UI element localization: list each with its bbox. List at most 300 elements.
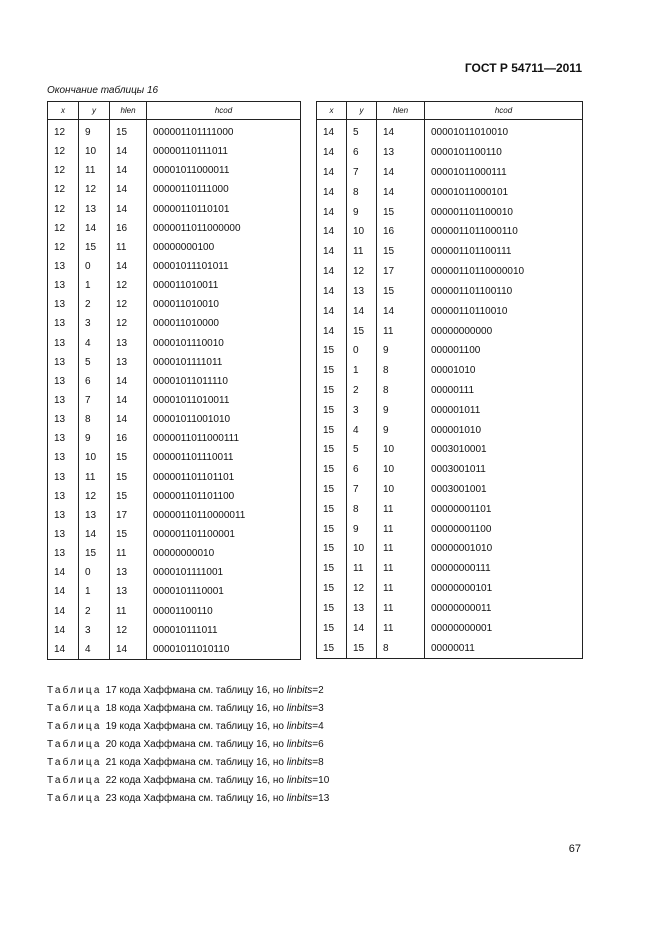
cell-hlen: 16 (110, 219, 147, 238)
cell-y: 12 (347, 579, 377, 599)
cell-hcod: 00000000101 (425, 579, 583, 599)
cell-hlen: 14 (377, 120, 425, 143)
huffman-table-left (47, 101, 301, 660)
cell-hcod: 000001011 (425, 400, 583, 420)
note-text: 19 кода Хаффмана см. таблицу 16, но (105, 721, 287, 732)
cell-x: 14 (317, 143, 347, 163)
cell-y: 13 (79, 506, 110, 525)
column-header-hlen: hlen (110, 102, 147, 120)
cell-hlen: 16 (377, 222, 425, 242)
cell-y: 11 (347, 242, 377, 262)
cell-y: 9 (79, 120, 110, 143)
cell-x: 13 (48, 391, 79, 410)
cell-hlen: 14 (110, 161, 147, 180)
cell-hcod: 000011010010 (147, 295, 301, 314)
cell-x: 15 (317, 361, 347, 381)
cell-x: 14 (48, 621, 79, 640)
cell-hlen: 13 (377, 143, 425, 163)
note-text: 17 кода Хаффмана см. таблицу 16, но (105, 685, 287, 696)
cell-x: 15 (317, 460, 347, 480)
note-label: Таблица (47, 739, 102, 750)
cell-hcod: 000001101110011 (147, 448, 301, 467)
cell-y: 3 (347, 400, 377, 420)
note-line (47, 736, 329, 754)
cell-x: 14 (48, 582, 79, 601)
cell-y: 15 (79, 544, 110, 563)
cell-y: 5 (347, 120, 377, 143)
cell-x: 14 (48, 602, 79, 621)
cell-y: 15 (79, 238, 110, 257)
cell-x: 13 (48, 544, 79, 563)
column-header-hlen: hlen (377, 102, 425, 120)
cell-x: 14 (317, 202, 347, 222)
cell-hlen: 17 (377, 262, 425, 282)
cell-hlen: 10 (377, 480, 425, 500)
cell-hcod: 00000111 (425, 381, 583, 401)
table-row (317, 420, 583, 440)
cell-y: 14 (347, 618, 377, 638)
table-row (48, 410, 301, 429)
cell-hlen: 14 (377, 301, 425, 321)
cell-x: 14 (317, 301, 347, 321)
table-row (48, 142, 301, 161)
cell-hlen: 11 (377, 499, 425, 519)
cell-y: 1 (79, 276, 110, 295)
cell-y: 7 (79, 391, 110, 410)
note-param: linbits (286, 793, 313, 804)
cell-x: 13 (48, 372, 79, 391)
cell-y: 4 (347, 420, 377, 440)
cell-y: 10 (79, 142, 110, 161)
cell-y: 7 (347, 163, 377, 183)
table-row (317, 301, 583, 321)
table-row (48, 429, 301, 448)
table-row (317, 638, 583, 658)
cell-hcod: 000001101100010 (425, 202, 583, 222)
cell-x: 15 (317, 480, 347, 500)
table-row (48, 200, 301, 219)
cell-x: 14 (317, 222, 347, 242)
cell-hlen: 15 (377, 282, 425, 302)
cell-y: 0 (79, 563, 110, 582)
cell-hlen: 14 (110, 142, 147, 161)
table-row (48, 468, 301, 487)
table-row (317, 222, 583, 242)
note-label: Таблица (47, 757, 102, 768)
cell-y: 11 (347, 559, 377, 579)
cell-y: 0 (79, 257, 110, 276)
note-line (47, 718, 329, 736)
cell-y: 9 (347, 519, 377, 539)
cell-y: 8 (347, 499, 377, 519)
cell-hcod: 00000110111000 (147, 180, 301, 199)
cell-hlen: 13 (110, 582, 147, 601)
cell-hcod: 00000011 (425, 638, 583, 658)
cell-x: 15 (317, 420, 347, 440)
notes-list (47, 682, 329, 808)
cell-hlen: 9 (377, 341, 425, 361)
cell-hlen: 8 (377, 638, 425, 658)
table-row (317, 519, 583, 539)
cell-x: 13 (48, 429, 79, 448)
document-code: ГОСТ Р 54711—2011 (464, 61, 582, 75)
table-row (317, 460, 583, 480)
cell-hcod: 00000110110000010 (425, 262, 583, 282)
cell-x: 13 (48, 525, 79, 544)
cell-y: 14 (79, 525, 110, 544)
cell-hlen: 17 (110, 506, 147, 525)
cell-y: 6 (79, 372, 110, 391)
table-row (48, 180, 301, 199)
table-row (317, 480, 583, 500)
table-row (317, 163, 583, 183)
cell-y: 2 (79, 295, 110, 314)
note-label: Таблица (47, 703, 102, 714)
cell-y: 11 (79, 161, 110, 180)
note-param: linbits (286, 775, 313, 786)
cell-hlen: 11 (377, 539, 425, 559)
note-line (47, 682, 329, 700)
cell-hcod: 0000011011000000 (147, 219, 301, 238)
table-row (317, 599, 583, 619)
cell-y: 7 (347, 480, 377, 500)
table-row (317, 381, 583, 401)
cell-hlen: 14 (377, 182, 425, 202)
table-row (48, 563, 301, 582)
cell-hcod: 0000011011000111 (147, 429, 301, 448)
cell-hlen: 11 (377, 599, 425, 619)
cell-x: 13 (48, 410, 79, 429)
cell-y: 10 (79, 448, 110, 467)
cell-hlen: 14 (377, 163, 425, 183)
table-row (317, 182, 583, 202)
table-row (48, 161, 301, 180)
cell-hcod: 000011010011 (147, 276, 301, 295)
cell-hcod: 00000000000 (425, 321, 583, 341)
table-row (317, 499, 583, 519)
note-value: =4 (312, 721, 324, 732)
cell-hcod: 00001011101011 (147, 257, 301, 276)
cell-hcod: 00000000010 (147, 544, 301, 563)
cell-x: 12 (48, 219, 79, 238)
table-row (317, 400, 583, 420)
cell-hcod: 00001011000011 (147, 161, 301, 180)
note-value: =10 (312, 775, 330, 786)
note-value: =8 (312, 757, 324, 768)
note-label: Таблица (47, 721, 102, 732)
note-label: Таблица (47, 685, 102, 696)
table-row (317, 361, 583, 381)
cell-x: 14 (48, 563, 79, 582)
cell-hcod: 000001101101101 (147, 468, 301, 487)
cell-hcod: 0000101111001 (147, 563, 301, 582)
table-row (48, 334, 301, 353)
cell-hcod: 000001101111000 (147, 120, 301, 143)
cell-hcod: 0003001001 (425, 480, 583, 500)
cell-x: 13 (48, 257, 79, 276)
cell-hlen: 14 (110, 257, 147, 276)
cell-x: 15 (317, 381, 347, 401)
cell-hlen: 13 (110, 353, 147, 372)
cell-hlen: 11 (377, 559, 425, 579)
cell-hlen: 8 (377, 361, 425, 381)
cell-hlen: 11 (377, 579, 425, 599)
cell-x: 15 (317, 618, 347, 638)
cell-hcod: 00000001010 (425, 539, 583, 559)
note-value: =2 (312, 685, 324, 696)
column-header-x: x (48, 102, 79, 120)
cell-hlen: 14 (110, 410, 147, 429)
cell-hlen: 11 (110, 602, 147, 621)
cell-hlen: 14 (110, 391, 147, 410)
column-header-hcod: hcod (425, 102, 583, 120)
cell-hlen: 15 (110, 487, 147, 506)
cell-hlen: 9 (377, 420, 425, 440)
cell-x: 14 (317, 163, 347, 183)
cell-hlen: 11 (377, 321, 425, 341)
cell-hlen: 15 (110, 525, 147, 544)
cell-hcod: 000001010 (425, 420, 583, 440)
table-row (48, 487, 301, 506)
cell-y: 10 (347, 539, 377, 559)
cell-hlen: 14 (110, 640, 147, 660)
table-row (317, 120, 583, 143)
note-value: =6 (312, 739, 324, 750)
table-row (48, 120, 301, 143)
cell-y: 1 (79, 582, 110, 601)
cell-hcod: 00000000111 (425, 559, 583, 579)
cell-hcod: 000001101101100 (147, 487, 301, 506)
cell-hcod: 000010111011 (147, 621, 301, 640)
note-line (47, 790, 329, 808)
column-header-hcod: hcod (147, 102, 301, 120)
cell-y: 3 (79, 621, 110, 640)
column-header-y: y (79, 102, 110, 120)
cell-y: 6 (347, 460, 377, 480)
cell-hcod: 00000110110000011 (147, 506, 301, 525)
cell-x: 13 (48, 448, 79, 467)
cell-y: 2 (347, 381, 377, 401)
table-body-right (317, 120, 583, 659)
cell-hlen: 11 (377, 618, 425, 638)
cell-x: 12 (48, 161, 79, 180)
cell-x: 15 (317, 499, 347, 519)
cell-hcod: 0000101100110 (425, 143, 583, 163)
cell-x: 15 (317, 539, 347, 559)
cell-x: 14 (317, 321, 347, 341)
note-param: linbits (286, 721, 313, 732)
note-line (47, 754, 329, 772)
cell-x: 12 (48, 180, 79, 199)
cell-hcod: 00000110111011 (147, 142, 301, 161)
table-row (317, 202, 583, 222)
cell-y: 0 (347, 341, 377, 361)
table-row (48, 353, 301, 372)
cell-x: 14 (317, 120, 347, 143)
cell-x: 14 (48, 640, 79, 660)
cell-x: 15 (317, 400, 347, 420)
cell-x: 14 (317, 182, 347, 202)
table-row (317, 559, 583, 579)
cell-y: 9 (347, 202, 377, 222)
table-row (48, 448, 301, 467)
cell-hlen: 12 (110, 295, 147, 314)
cell-hlen: 15 (110, 120, 147, 143)
cell-x: 14 (317, 262, 347, 282)
note-label: Таблица (47, 775, 102, 786)
cell-y: 8 (79, 410, 110, 429)
note-text: 20 кода Хаффмана см. таблицу 16, но (105, 739, 287, 750)
cell-hlen: 14 (110, 180, 147, 199)
cell-x: 12 (48, 200, 79, 219)
cell-hlen: 12 (110, 621, 147, 640)
cell-y: 12 (79, 180, 110, 199)
cell-hlen: 11 (110, 544, 147, 563)
column-header-x: x (317, 102, 347, 120)
cell-y: 1 (347, 361, 377, 381)
cell-hcod: 00001011010011 (147, 391, 301, 410)
cell-hcod: 000001101100110 (425, 282, 583, 302)
cell-hcod: 0000011011000110 (425, 222, 583, 242)
cell-y: 13 (79, 200, 110, 219)
cell-hcod: 00000110110010 (425, 301, 583, 321)
cell-y: 14 (79, 219, 110, 238)
cell-x: 13 (48, 487, 79, 506)
cell-hcod: 00001100110 (147, 602, 301, 621)
table-row (317, 143, 583, 163)
cell-hlen: 15 (377, 242, 425, 262)
cell-hlen: 11 (110, 238, 147, 257)
cell-x: 12 (48, 120, 79, 143)
table-row (48, 372, 301, 391)
cell-x: 13 (48, 314, 79, 333)
page-number: 67 (568, 843, 581, 855)
table-row (48, 544, 301, 563)
note-text: 18 кода Хаффмана см. таблицу 16, но (105, 703, 287, 714)
cell-x: 15 (317, 341, 347, 361)
cell-hcod: 000011010000 (147, 314, 301, 333)
cell-y: 5 (79, 353, 110, 372)
table-row (48, 602, 301, 621)
note-value: =13 (312, 793, 330, 804)
cell-x: 13 (48, 468, 79, 487)
cell-hcod: 00001010 (425, 361, 583, 381)
cell-x: 13 (48, 506, 79, 525)
table-row (48, 525, 301, 544)
cell-hlen: 14 (110, 372, 147, 391)
cell-hlen: 13 (110, 334, 147, 353)
cell-y: 12 (347, 262, 377, 282)
cell-y: 13 (347, 599, 377, 619)
note-text: 21 кода Хаффмана см. таблицу 16, но (105, 757, 287, 768)
cell-hlen: 14 (110, 200, 147, 219)
cell-hcod: 00000001100 (425, 519, 583, 539)
cell-hcod: 00000000001 (425, 618, 583, 638)
cell-x: 12 (48, 142, 79, 161)
cell-x: 13 (48, 295, 79, 314)
cell-x: 15 (317, 638, 347, 658)
table-row (317, 262, 583, 282)
cell-x: 13 (48, 276, 79, 295)
cell-hlen: 13 (110, 563, 147, 582)
cell-y: 10 (347, 222, 377, 242)
cell-x: 14 (317, 242, 347, 262)
note-param: linbits (286, 685, 313, 696)
cell-x: 15 (317, 599, 347, 619)
table-row (48, 314, 301, 333)
table-row (48, 621, 301, 640)
cell-y: 2 (79, 602, 110, 621)
cell-hcod: 000001101100111 (425, 242, 583, 262)
cell-y: 3 (79, 314, 110, 333)
cell-hcod: 00001011010010 (425, 120, 583, 143)
cell-hcod: 00000000011 (425, 599, 583, 619)
cell-x: 15 (317, 440, 347, 460)
table-row (48, 295, 301, 314)
table-row (48, 582, 301, 601)
cell-hcod: 0000101111011 (147, 353, 301, 372)
cell-y: 11 (79, 468, 110, 487)
cell-hlen: 15 (110, 448, 147, 467)
cell-y: 4 (79, 334, 110, 353)
note-param: linbits (286, 703, 313, 714)
note-param: linbits (286, 739, 313, 750)
cell-hcod: 0000101110001 (147, 582, 301, 601)
cell-y: 6 (347, 143, 377, 163)
column-header-y: y (347, 102, 377, 120)
table-row (48, 276, 301, 295)
cell-hlen: 12 (110, 276, 147, 295)
cell-y: 9 (79, 429, 110, 448)
cell-x: 13 (48, 353, 79, 372)
cell-hcod: 000001101100001 (147, 525, 301, 544)
table-row (317, 440, 583, 460)
cell-y: 15 (347, 638, 377, 658)
cell-hcod: 000001100 (425, 341, 583, 361)
note-text: 23 кода Хаффмана см. таблицу 16, но (105, 793, 287, 804)
note-value: =3 (312, 703, 324, 714)
table-row (317, 341, 583, 361)
note-line (47, 700, 329, 718)
cell-y: 4 (79, 640, 110, 660)
table-row (317, 539, 583, 559)
cell-hlen: 10 (377, 440, 425, 460)
cell-hlen: 16 (110, 429, 147, 448)
table-row (317, 618, 583, 638)
table-caption: Окончание таблицы 16 (47, 85, 159, 96)
cell-hcod: 0003010001 (425, 440, 583, 460)
cell-y: 14 (347, 301, 377, 321)
cell-y: 8 (347, 182, 377, 202)
table-row (48, 640, 301, 660)
table-row (317, 282, 583, 302)
cell-hlen: 15 (110, 468, 147, 487)
note-line (47, 772, 329, 790)
cell-hlen: 8 (377, 381, 425, 401)
cell-x: 15 (317, 519, 347, 539)
table-body-left (48, 120, 301, 660)
cell-hcod: 00000001101 (425, 499, 583, 519)
table-row (48, 506, 301, 525)
cell-x: 14 (317, 282, 347, 302)
table-row (48, 238, 301, 257)
cell-y: 15 (347, 321, 377, 341)
cell-y: 12 (79, 487, 110, 506)
table-row (48, 391, 301, 410)
cell-hcod: 00001011010110 (147, 640, 301, 660)
note-label: Таблица (47, 793, 102, 804)
cell-hcod: 00001011011110 (147, 372, 301, 391)
